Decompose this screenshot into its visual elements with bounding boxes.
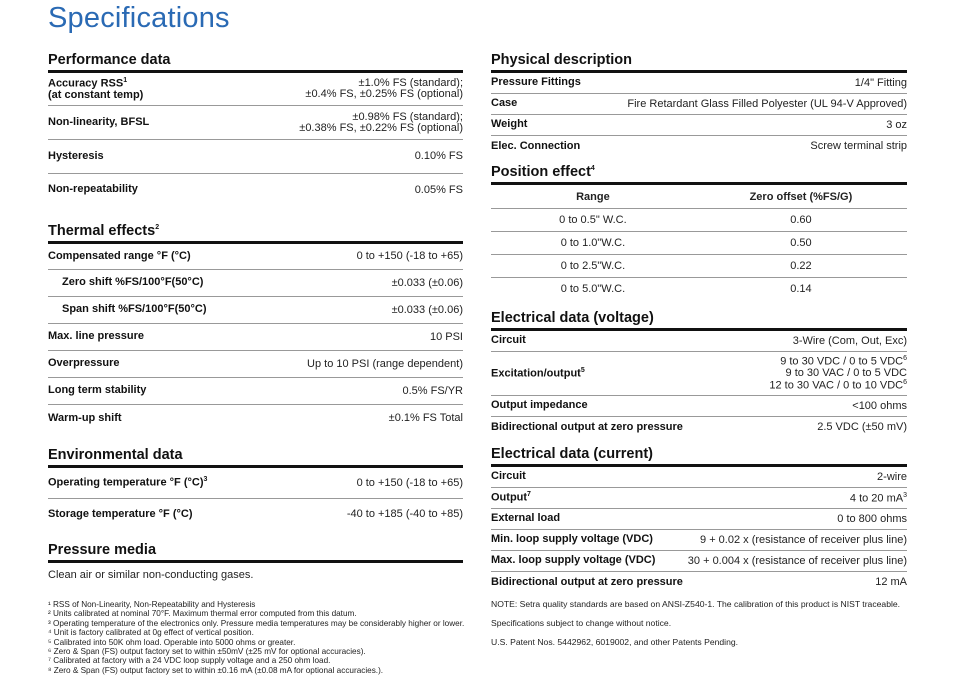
spec-value: 9 + 0.02 x (resistance of receiver plus line) [700,533,907,546]
spec-row-compensated-range [48,244,463,270]
spec-label: Max. loop supply voltage (VDC) [491,554,656,567]
spec-value: 3-Wire (Com, Out, Exc) [792,334,907,347]
pressure-media-heading: Pressure media [48,542,463,563]
spec-value: ±0.033 (±0.06) [391,303,463,316]
spec-value: ±0.033 (±0.06) [391,276,463,289]
spec-label: Case [491,97,518,110]
spec-row-nonrepeatability [48,174,463,206]
table-row [491,255,907,278]
spec-label: Accuracy RSS$^1$ (at constant temp) [48,76,144,101]
spec-row-zero-shift [48,270,463,297]
spec-label: Long term stability [48,384,147,397]
spec-row-case [491,94,907,115]
spec-value: 12 mA [875,576,907,588]
spec-label: Span shift %FS/100°F(50°C) [62,303,207,316]
notes [491,599,911,656]
footnote: ⁸ Zero & Span (FS) output factory set to within ±0.16 mA (±0.08 mA for optional accuracies.). [48,665,384,675]
spec-row-bidirectional-voltage [491,417,907,438]
spec-row-hysteresis [48,140,463,174]
spec-value: ±0.1% FS Total [388,412,463,424]
table-cell: 0 to 1.0"W.C. [491,232,695,255]
table-cell: 0.14 [790,283,812,295]
spec-value: 0 to 800 ohms [837,512,907,525]
right-column [491,52,907,593]
environmental-heading: Environmental data [48,447,463,468]
spec-label: Bidirectional output at zero pressure [491,575,683,588]
spec-value: -40 to +185 (-40 to +85) [346,508,463,520]
column-header: Range [491,185,695,209]
note-patents: U.S. Patent Nos. 5442962, 6019002, and other Patents Pending. [491,637,739,647]
spec-row-min-loop-supply [491,530,907,551]
spec-label: Warm-up shift [48,411,122,424]
spec-label: Operating temperature °F $(^\circ C)^3$ [48,476,208,490]
spec-row-elec-connection [491,136,907,157]
spec-row-operating-temperature [48,468,463,499]
footnote: ¹ RSS of Non-Linearity, Non-Repeatability and Hysteresis [48,600,256,609]
spec-row-warmup-shift [48,405,463,432]
physical-heading: Physical description [491,52,907,73]
spec-label: Bidirectional output at zero pressure [491,420,683,433]
spec-label: Storage temperature °F (°C) [48,507,193,520]
electrical-voltage-heading: Electrical data (voltage) [491,310,907,331]
spec-row-weight [491,115,907,136]
spec-value: 0.10% FS [414,150,463,162]
spec-value: 0.5% FS/YR [402,384,463,397]
spec-value: 0.05% FS [414,183,463,196]
page-title: Specifications [48,2,230,34]
spec-label: Min. loop supply voltage (VDC) [491,533,653,546]
spec-row-external-load [491,509,907,530]
spec-label: Circuit [491,470,526,483]
performance-heading: Performance data [48,52,463,73]
spec-label: Non-linearity, BFSL [48,115,150,128]
spec-value: Screw terminal strip [810,140,907,152]
footnote: ³ Operating temperature of the electronics only. Pressure media temperatures may be considerably higher or lower. [48,618,465,628]
spec-value: Up to 10 PSI (range dependent) [307,357,463,370]
spec-row-excitation-output [491,352,907,396]
table-row [491,278,907,301]
spec-label: Weight [491,118,528,131]
spec-label: Pressure Fittings [491,76,581,89]
table-cell: 0.50 [695,232,907,255]
table-cell: 0 to 2.5"W.C. [491,255,695,278]
spec-row-pressure-fittings [491,73,907,94]
column-header: Zero offset (%FS/G) [695,185,907,209]
electrical-current-heading: Electrical data (current) [491,446,907,467]
footnote: ⁶ Zero & Span (FS) output factory set to within ±50mV (±25 mV for optional accuracies). [48,647,366,657]
footnote: ⁵ Calibrated into 50K ohm load. Operable into 5000 ohms or greater. [48,637,296,647]
spec-label: Overpressure [48,357,120,370]
spec-row-nonlinearity [48,106,463,140]
thermal-heading: Thermal effects$^2$ [48,223,463,244]
footnote: ⁴ Unit is factory calibrated at 0g effect of vertical position. [48,628,254,638]
spec-label: Output impedance [491,399,588,412]
note-change-notice: Specifications subject to change without notice. [491,618,672,628]
spec-value: Fire Retardant Glass Filled Polyester (UL 94-V Approved) [627,97,907,110]
spec-value: ±1.0% FS (standard); ±0.4% FS, ±0.25% FS (optional) [305,77,463,100]
table-row [491,232,907,255]
spec-row-long-term-stability [48,378,463,405]
spec-value: 0 to +150 (-18 to +65) [356,476,463,489]
spec-value: 0 to +150 (-18 to +65) [356,250,463,262]
spec-label: Compensated range °F (°C) [48,249,191,262]
spec-label: Non-repeatability [48,183,138,196]
footnote: ² Units calibrated at nominal 70°F. Maximum thermal error computed from this datum. [48,609,357,619]
spec-label: Zero shift %FS/100°F(50°C) [62,276,204,289]
note-quality-standards: NOTE: Setra quality standards are based on ANSI-Z540-1. The calibration of this product is NIST traceable. [491,599,901,609]
position-effect-table [491,185,907,300]
spec-row-bidirectional-current [491,572,907,593]
spec-label: External load [491,512,561,525]
table-cell: 0 to 0.5" W.C. [491,209,695,232]
pressure-media-text: Clean air or similar non-conducting gases. [48,569,254,581]
position-effect-heading: Position effect$^4$ [491,164,907,185]
spec-label: Max. line pressure [48,330,144,343]
spec-label: Circuit [491,334,526,347]
table-cell: 0.22 [695,255,907,278]
spec-row-max-loop-supply [491,551,907,572]
spec-row-accuracy [48,73,463,106]
table-row [491,209,907,232]
footnote: ⁷ Calibrated at factory with a 24 VDC loop supply voltage and a 250 ohm load. [48,656,331,666]
table-header-row [491,185,907,209]
spec-row-overpressure [48,351,463,378]
spec-value: ±0.98% FS (standard); ±0.38% FS, ±0.22% FS (optional) [299,110,463,134]
spec-label: Elec. Connection [491,139,581,152]
spec-value: 1/4" Fitting [854,76,907,89]
table-cell: 0.60 [695,209,907,232]
spec-value: 2.5 VDC (±50 mV) [817,421,907,433]
footnotes [48,600,468,675]
spec-value: 3 oz [886,118,907,131]
left-column [48,52,463,581]
spec-value: 2-wire [877,470,907,483]
spec-label: Hysteresis [48,149,104,162]
spec-row-current-output [491,488,907,509]
spec-value: 9 to 30 VDC / 0 to 5 VDC$^6$ 9 to 30 VAC / 0 to 5 VDC 12 to 30 VAC / 0 to 10 VDC$^6$ [769,355,907,392]
spec-label: Excitation/output$^5$ [491,366,585,380]
spec-value: 10 PSI [429,330,463,343]
spec-value: 30 + 0.004 x (resistance of receiver plus line) [687,554,907,567]
spec-value: <100 ohms [852,399,907,412]
table-cell: 0 to 5.0"W.C. [560,283,626,295]
spec-row-voltage-circuit [491,331,907,352]
spec-label: Output$^7$ [491,491,531,505]
spec-row-span-shift [48,297,463,324]
spec-row-max-line-pressure [48,324,463,351]
spec-row-storage-temperature [48,499,463,530]
spec-value: 4 to 20 $mA^3$ [849,491,907,505]
spec-row-output-impedance [491,396,907,417]
spec-row-current-circuit [491,467,907,488]
